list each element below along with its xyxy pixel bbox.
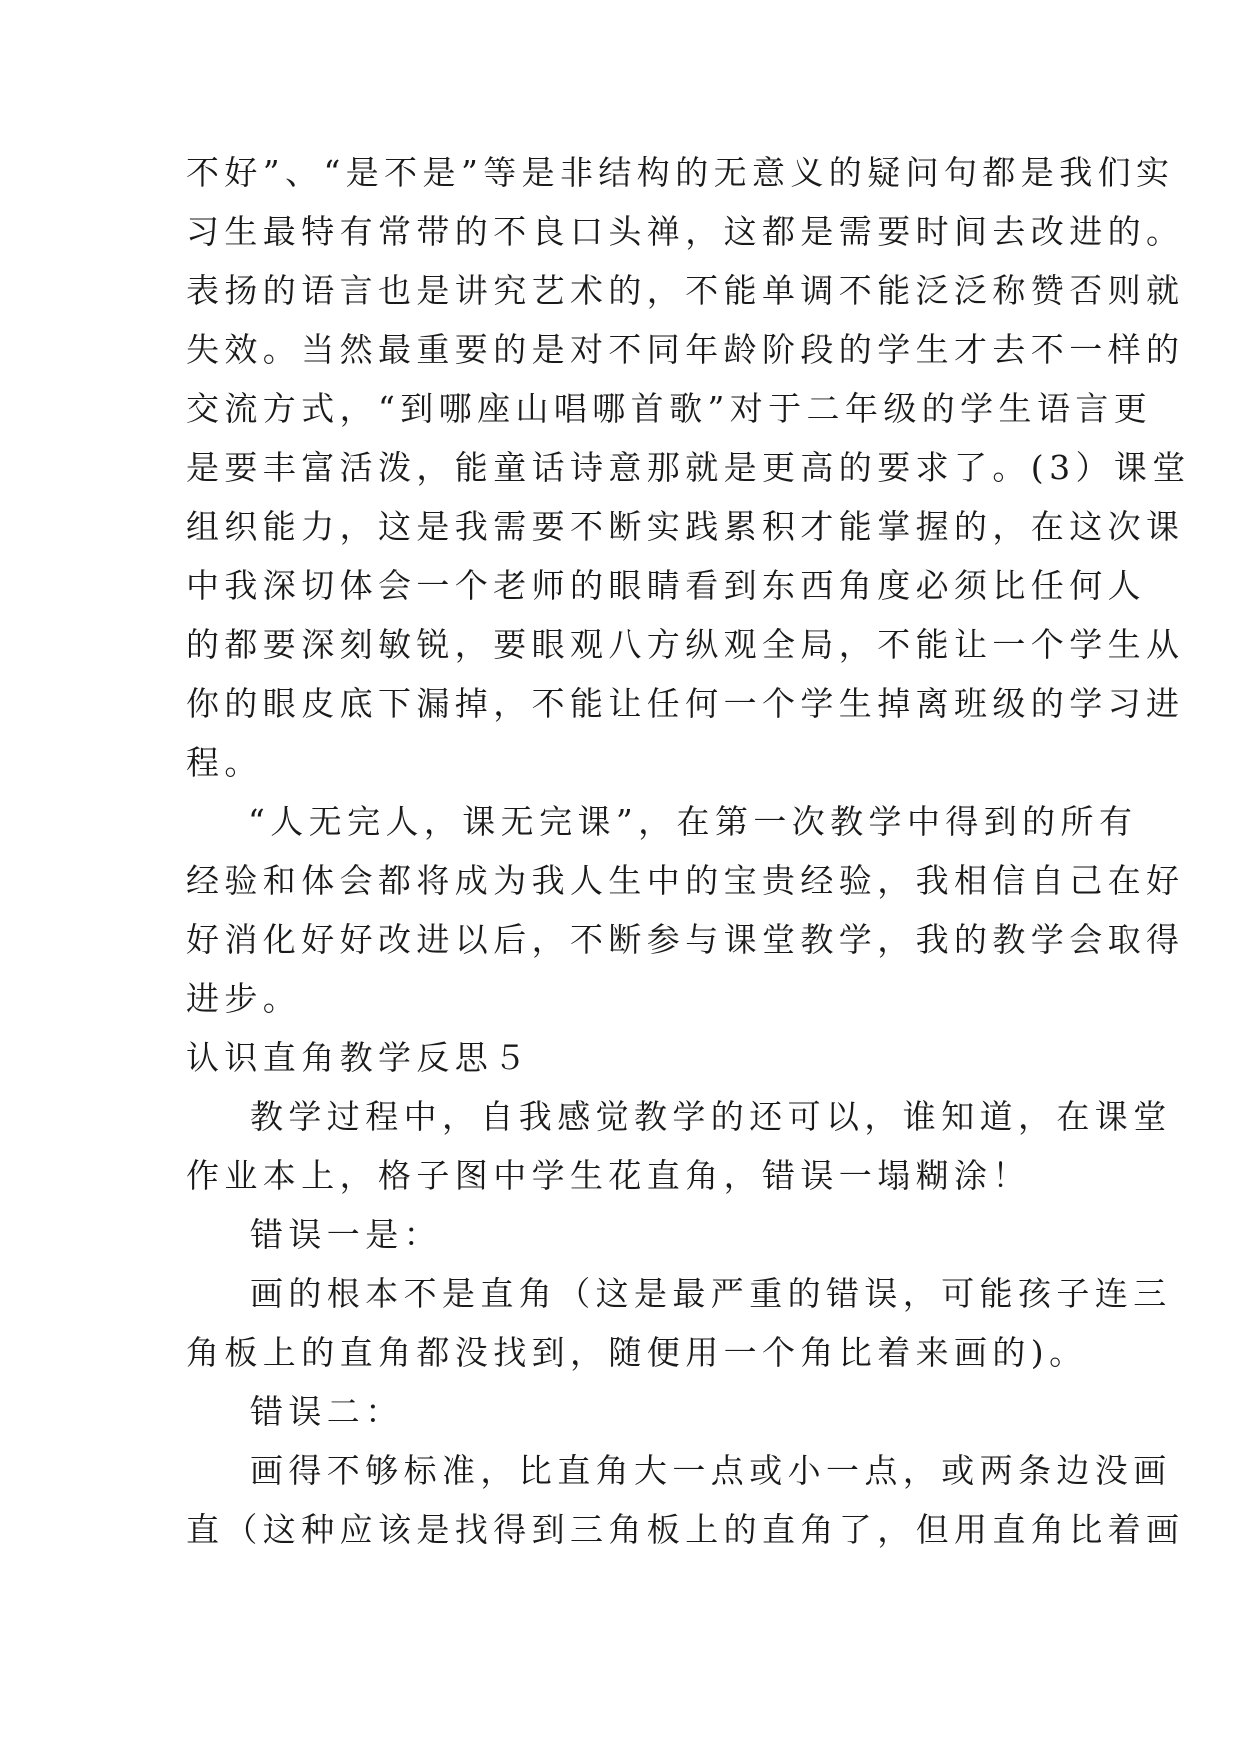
paragraph-line: 你的眼皮底下漏掉，不能让任何一个学生掉离班级的学习进 bbox=[186, 684, 1185, 723]
paragraph-line: 交流方式，“到哪座山唱哪首歌”对于二年级的学生语言更 bbox=[186, 389, 1153, 428]
paragraph-line: 不好”、“是不是”等是非结构的无意义的疑问句都是我们实 bbox=[186, 153, 1175, 192]
error-one-label: 错误一是： bbox=[250, 1215, 442, 1254]
paragraph-line: 画的根本不是直角（这是最严重的错误，可能孩子连三 bbox=[250, 1274, 1172, 1313]
paragraph-line: 表扬的语言也是讲究艺术的，不能单调不能泛泛称赞否则就 bbox=[186, 271, 1185, 310]
section-title: 认识直角教学反思５ bbox=[186, 1038, 532, 1077]
paragraph-line: 组织能力，这是我需要不断实践累积才能掌握的，在这次课 bbox=[186, 507, 1185, 546]
paragraph-line: 进步。 bbox=[186, 979, 302, 1018]
paragraph-line: “人无完人，课无完课”，在第一次教学中得到的所有 bbox=[248, 802, 1138, 841]
paragraph-line: 的都要深刻敏锐，要眼观八方纵观全局，不能让一个学生从 bbox=[186, 625, 1185, 664]
paragraph-line: 习生最特有常带的不良口头禅，这都是需要时间去改进的。 bbox=[186, 212, 1185, 251]
paragraph-line: 教学过程中，自我感觉教学的还可以，谁知道，在课堂 bbox=[250, 1097, 1172, 1136]
paragraph-line: 失效。当然最重要的是对不同年龄阶段的学生才去不一样的 bbox=[186, 330, 1185, 369]
paragraph-line: 经验和体会都将成为我人生中的宝贵经验，我相信自己在好 bbox=[186, 861, 1185, 900]
paragraph-line: 好消化好好改进以后，不断参与课堂教学，我的教学会取得 bbox=[186, 920, 1185, 959]
paragraph-line: 作业本上，格子图中学生花直角，错误一塌糊涂！ bbox=[186, 1156, 1031, 1195]
paragraph-line: 直（这种应该是找得到三角板上的直角了，但用直角比着画 bbox=[186, 1510, 1185, 1549]
paragraph-line: 是要丰富活泼，能童话诗意那就是更高的要求了。(3）课堂 bbox=[186, 448, 1191, 487]
paragraph-line: 中我深切体会一个老师的眼睛看到东西角度必须比任何人 bbox=[186, 566, 1146, 605]
paragraph-line: 画得不够标准，比直角大一点或小一点，或两条边没画 bbox=[250, 1451, 1172, 1490]
paragraph-line: 角板上的直角都没找到，随便用一个角比着来画的)。 bbox=[186, 1333, 1088, 1372]
error-two-label: 错误二： bbox=[250, 1392, 404, 1431]
paragraph-line: 程。 bbox=[186, 743, 263, 782]
